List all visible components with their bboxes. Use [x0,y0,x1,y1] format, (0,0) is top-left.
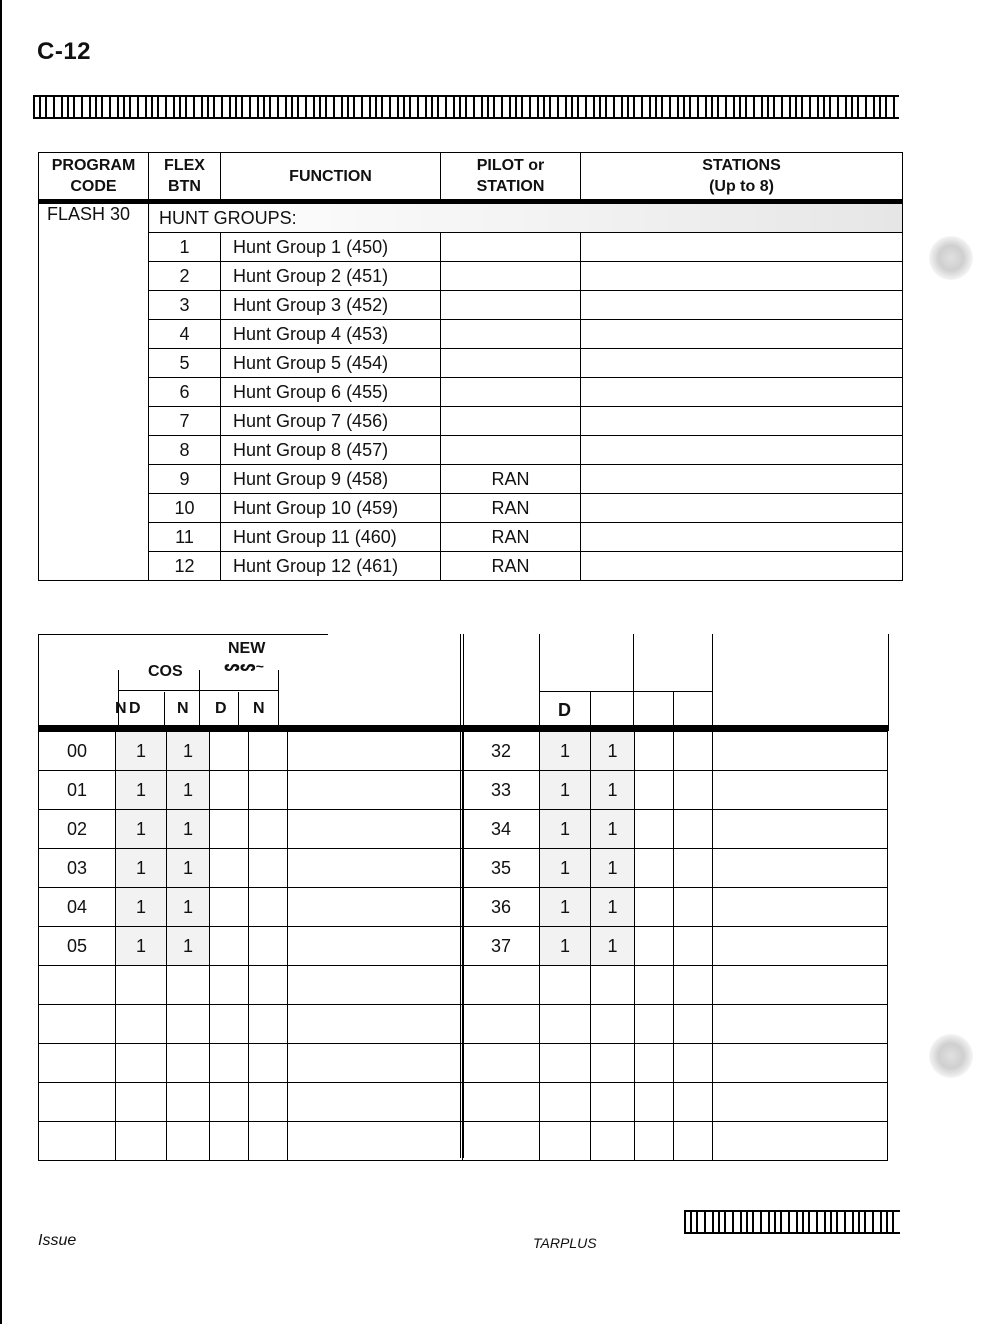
cos-night-left [167,1005,210,1044]
cos-code-left [39,966,116,1005]
cos-day-left: 1 [116,927,167,966]
cos-day-left: 1 [116,732,167,771]
center-double-rule [460,634,464,1158]
function-cell: Hunt Group 1 (450) [221,233,441,262]
pilot-cell [441,262,581,291]
flex-btn-cell: 8 [149,436,221,465]
notes-left [288,771,463,810]
header-cos: COS [148,663,183,680]
new-night-left [249,810,288,849]
cos-night-left: 1 [167,732,210,771]
cos-day-left [116,1044,167,1083]
header-n-mid: N [177,700,189,717]
header-n-left: N [115,700,127,717]
pilot-cell: RAN [441,465,581,494]
new-day-right [635,1122,674,1161]
cos-code-left: 05 [39,927,116,966]
new-day-right [635,771,674,810]
header-d-left: D [129,700,141,717]
new-night-left [249,888,288,927]
notes-left [288,1083,463,1122]
header-d-right: D [558,700,571,720]
hunt-row [39,436,903,465]
greek-key-border-bottom [684,1210,900,1234]
flex-btn-cell: 2 [149,262,221,291]
header-thick-rule [38,725,889,731]
cos-day-left: 1 [116,810,167,849]
cos-day-right [540,1005,591,1044]
notes-right [713,888,888,927]
function-cell: Hunt Group 12 (461) [221,552,441,581]
notes-left [288,888,463,927]
flex-btn-cell: 3 [149,291,221,320]
notes-left [288,966,463,1005]
hunt-row [39,465,903,494]
cos-code-right [463,1083,540,1122]
cos-night-right: 1 [591,888,635,927]
hunt-row [39,349,903,378]
new-night-right [674,732,713,771]
cos-day-right: 1 [540,732,591,771]
cos-day-left [116,1005,167,1044]
hunt-row [39,407,903,436]
new-day-right [635,810,674,849]
cos-night-left: 1 [167,810,210,849]
function-cell: Hunt Group 7 (456) [221,407,441,436]
flex-btn-cell: 6 [149,378,221,407]
cos-code-left [39,1005,116,1044]
notes-right [713,966,888,1005]
cos-code-right: 37 [463,927,540,966]
cos-night-left [167,1044,210,1083]
binder-hole-top [929,236,973,280]
pilot-cell [441,233,581,262]
new-night-right [674,888,713,927]
cos-code-left: 00 [39,732,116,771]
cos-code-right [463,1005,540,1044]
header-squiggle: ᔕᔕ~ [224,658,264,674]
cos-day-right [540,966,591,1005]
hunt-row [39,262,903,291]
new-day-left [210,732,249,771]
function-cell: Hunt Group 4 (453) [221,320,441,349]
cos-night-left [167,966,210,1005]
page-code: C-12 [37,38,92,65]
cos-day-left [116,1083,167,1122]
cos-night-right [591,1005,635,1044]
stations-cell [581,494,903,523]
cos-day-right: 1 [540,849,591,888]
notes-left [288,849,463,888]
notes-right [713,732,888,771]
header-n-right: N [253,700,265,717]
cos-night-right [591,966,635,1005]
header-program-code: PROGRAM CODE [39,153,149,202]
new-night-right [674,771,713,810]
new-night-left [249,1044,288,1083]
notes-left [288,1044,463,1083]
notes-right [713,849,888,888]
new-day-left [210,966,249,1005]
new-day-left [210,810,249,849]
new-day-left [210,927,249,966]
new-night-left [249,1083,288,1122]
new-night-left [249,732,288,771]
hunt-row [39,494,903,523]
flex-btn-cell: 7 [149,407,221,436]
notes-left [288,732,463,771]
cos-code-right: 36 [463,888,540,927]
hunt-row [39,523,903,552]
new-day-right [635,1083,674,1122]
notes-right [713,1044,888,1083]
stations-cell [581,465,903,494]
function-cell: Hunt Group 10 (459) [221,494,441,523]
cos-day-right: 1 [540,927,591,966]
new-day-left [210,849,249,888]
program-code-cell: FLASH 30 [39,202,149,581]
hunt-row [39,552,903,581]
notes-right [713,1083,888,1122]
new-day-right [635,966,674,1005]
pilot-cell [441,407,581,436]
header-new: NEW [228,640,266,657]
new-night-right [674,1083,713,1122]
stations-cell [581,291,903,320]
stations-cell [581,523,903,552]
new-night-left [249,1005,288,1044]
cos-night-right: 1 [591,771,635,810]
flex-btn-cell: 4 [149,320,221,349]
header-pilot-station: PILOT or STATION [441,153,581,202]
new-night-left [249,771,288,810]
footer-issue: Issue [38,1232,77,1249]
cos-day-left: 1 [116,771,167,810]
cos-day-right: 1 [540,810,591,849]
new-night-right [674,1122,713,1161]
flex-btn-cell: 12 [149,552,221,581]
new-night-left [249,966,288,1005]
cos-night-right: 1 [591,732,635,771]
pilot-cell: RAN [441,523,581,552]
notes-left [288,1005,463,1044]
cos-code-right [463,966,540,1005]
new-night-right [674,810,713,849]
flex-btn-cell: 5 [149,349,221,378]
notes-right [713,810,888,849]
stations-cell [581,407,903,436]
new-day-left [210,1044,249,1083]
cos-code-right [463,1044,540,1083]
binder-hole-bottom [929,1034,973,1078]
pilot-cell [441,378,581,407]
function-cell: Hunt Group 3 (452) [221,291,441,320]
page-left-rule [0,0,2,1324]
notes-right [713,771,888,810]
pilot-cell [441,320,581,349]
hunt-group-table [38,152,903,581]
pilot-cell [441,436,581,465]
cos-code-right [463,1122,540,1161]
new-night-left [249,1122,288,1161]
pilot-cell [441,291,581,320]
new-night-right [674,966,713,1005]
new-night-right [674,1005,713,1044]
cos-code-left: 02 [39,810,116,849]
notes-left [288,1122,463,1161]
stations-cell [581,349,903,378]
cos-code-left [39,1122,116,1161]
cos-day-right: 1 [540,771,591,810]
cos-day-left: 1 [116,888,167,927]
new-day-right [635,732,674,771]
pilot-cell: RAN [441,494,581,523]
stations-cell [581,378,903,407]
flex-btn-cell: 1 [149,233,221,262]
flex-btn-cell: 11 [149,523,221,552]
new-day-left [210,1083,249,1122]
new-day-right [635,849,674,888]
footer-product: TARPLUS [533,1235,597,1251]
cos-code-left: 01 [39,771,116,810]
new-day-right [635,888,674,927]
function-cell: Hunt Group 8 (457) [221,436,441,465]
pilot-cell [441,349,581,378]
cos-code-left: 03 [39,849,116,888]
function-cell: Hunt Group 5 (454) [221,349,441,378]
notes-right [713,1005,888,1044]
cos-day-left: 1 [116,849,167,888]
notes-left [288,927,463,966]
stations-cell [581,436,903,465]
cos-night-right: 1 [591,849,635,888]
cos-night-right [591,1083,635,1122]
header-flex-btn: FLEX BTN [149,153,221,202]
flex-btn-cell: 10 [149,494,221,523]
cos-night-right: 1 [591,810,635,849]
section-label: HUNT GROUPS: [149,202,903,233]
cos-code-right: 32 [463,732,540,771]
notes-right [713,1122,888,1161]
cos-night-left: 1 [167,888,210,927]
new-night-right [674,1044,713,1083]
cos-night-right [591,1122,635,1161]
hunt-row [39,233,903,262]
stations-cell [581,262,903,291]
cos-code-left [39,1044,116,1083]
cos-night-right: 1 [591,927,635,966]
cos-day-left [116,966,167,1005]
new-day-left [210,888,249,927]
cos-day-right: 1 [540,888,591,927]
hunt-row [39,320,903,349]
cos-code-left: 04 [39,888,116,927]
new-day-left [210,771,249,810]
cos-code-right: 35 [463,849,540,888]
cos-day-right [540,1083,591,1122]
pilot-cell: RAN [441,552,581,581]
cos-night-right [591,1044,635,1083]
flex-btn-cell: 9 [149,465,221,494]
cos-code-left [39,1083,116,1122]
new-night-left [249,849,288,888]
cos-table-area [38,634,887,1158]
function-cell: Hunt Group 11 (460) [221,523,441,552]
new-night-right [674,849,713,888]
hunt-row [39,291,903,320]
greek-key-border-top [33,95,899,119]
stations-cell [581,320,903,349]
header-stations: STATIONS (Up to 8) [581,153,903,202]
new-day-right [635,1005,674,1044]
cos-day-left [116,1122,167,1161]
notes-right [713,927,888,966]
notes-left [288,810,463,849]
function-cell: Hunt Group 6 (455) [221,378,441,407]
new-night-right [674,927,713,966]
cos-code-right: 33 [463,771,540,810]
function-cell: Hunt Group 9 (458) [221,465,441,494]
cos-night-left: 1 [167,771,210,810]
header-d-mid: D [215,700,227,717]
function-cell: Hunt Group 2 (451) [221,262,441,291]
new-day-right [635,1044,674,1083]
new-day-left [210,1122,249,1161]
cos-day-right [540,1122,591,1161]
new-day-left [210,1005,249,1044]
cos-night-left [167,1083,210,1122]
stations-cell [581,233,903,262]
cos-night-left: 1 [167,849,210,888]
cos-night-left: 1 [167,927,210,966]
cos-code-right: 34 [463,810,540,849]
new-day-right [635,927,674,966]
cos-night-left [167,1122,210,1161]
header-function: FUNCTION [221,153,441,202]
cos-day-right [540,1044,591,1083]
hunt-row [39,378,903,407]
new-night-left [249,927,288,966]
stations-cell [581,552,903,581]
